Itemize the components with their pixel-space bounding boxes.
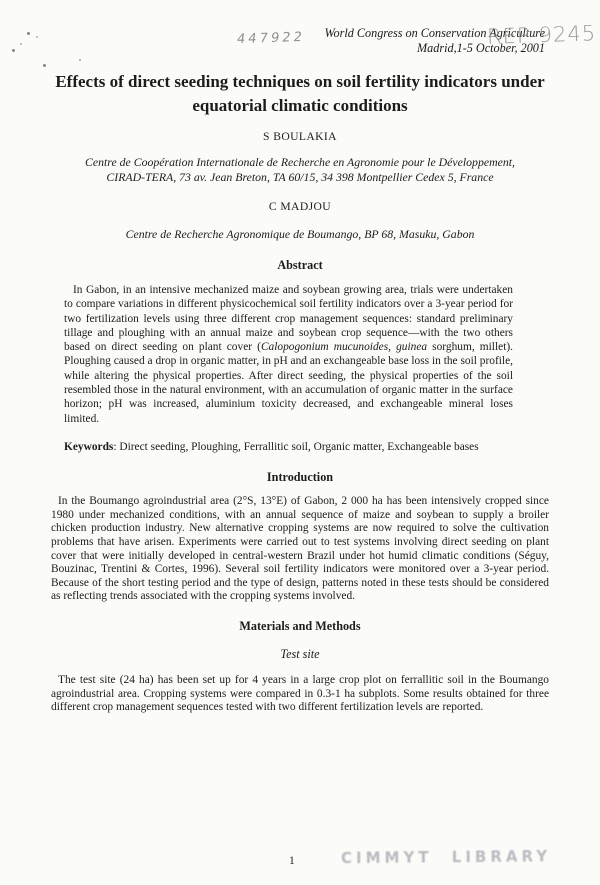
scan-speck — [12, 49, 15, 52]
scan-speck — [43, 64, 46, 67]
handwritten-report-code: REP-9245 — [486, 21, 597, 49]
keywords-text: : Direct seeding, Ploughing, Ferrallitic soil, Organic matter, Exchangeable bases — [113, 440, 479, 453]
library-stamp: CIMMYT LIBRARY — [340, 846, 552, 868]
abstract-paragraph: In Gabon, in an intensive mechanized maize and soybean growing area, trials were undertaken to compare variations in different physicochemical soil fertility indicators over a 3-year period for two fertilization levels using three different crop management sequences: standard preliminary tillage and ploughing with an annual maize and soybean crop sequence—with the two others based on direct seeding on plant cover (Calopogonium mucunoides, guinea sorghum, millet). Ploughing caused a drop in organic matter, in pH and an exchangeable base loss in the soil profile, while altering the physical properties. After direct seeding, the physical properties of the soil resembled those in the natural environment, with an accumulation of organic matter in the surface horizon; pH was increased, aluminium toxicity decreased, and exchangeable mineral loses limited. — [64, 284, 513, 425]
conference-location-date: Madrid,1-5 October, 2001 — [417, 40, 545, 55]
paper-title: Effects of direct seeding techniques on soil fertility indicators under equatorial climatic conditions — [55, 72, 545, 115]
keywords-line — [64, 440, 513, 454]
page-number: 1 — [289, 855, 295, 867]
scan-speck — [36, 36, 38, 38]
author-affiliation-2 — [0, 227, 600, 242]
author-name-2: C MADJOU — [268, 200, 332, 213]
introduction-body — [51, 495, 549, 604]
scan-speck — [20, 43, 22, 45]
introduction-paragraph: In the Boumango agroindustrial area (2°S, 13°E) of Gabon, 2 000 ha has been intensively cropped since 1980 under mechanized conditions, with an annual sequence of maize and soybean to supply a broiler chicken production industry. New alternative cropping systems are now required to solve the cultivation problems that have arisen. Experiments were carried out to test systems involving direct seeding on plant cover that were initially developed in central-western Brazil under hot humid climatic conditions (Séguy, Bouzinac, Trentini & Cortes, 1996). Several soil fertility indicators were monitored over a 3-year period. Because of the short testing period and the type of design, patterns noted in these tests should be considered as reflecting trends associated with the cropping systems involved. — [51, 495, 549, 603]
test-site-body — [51, 674, 549, 715]
scan-speck — [79, 59, 81, 61]
test-site-paragraph: The test site (24 ha) has been set up for 4 years in a large crop plot on ferrallitic soil in the Boumango agroindustrial area. Cropping systems were compared in 0.3-1 ha subplots. Some results obtained for three different crop management sequences tested with two different fertilization levels are reported. — [51, 674, 549, 714]
keywords-label: Keywords — [64, 440, 114, 453]
affiliation-line: Centre de Recherche Agronomique de Boumango, BP 68, Masuku, Gabon — [125, 227, 475, 241]
author-affiliation-1 — [0, 155, 600, 185]
scan-speck — [27, 32, 30, 35]
abstract-body — [64, 283, 513, 426]
scanned-paper-page — [0, 21, 600, 885]
conference-name: World Congress on Conservation Agriculture — [324, 26, 545, 40]
introduction-heading: Introduction — [266, 470, 334, 485]
affiliation-line: Centre de Coopération Internationale de Recherche en Agronomie pour le Développement, — [85, 155, 515, 169]
materials-methods-heading: Materials and Methods — [239, 619, 361, 634]
test-site-subheading: Test site — [280, 647, 320, 662]
handwritten-accession-number: 447922 — [235, 29, 306, 48]
author-name-1: S BOULAKIA — [263, 130, 337, 143]
abstract-heading: Abstract — [277, 258, 323, 272]
affiliation-line: CIRAD-TERA, 73 av. Jean Breton, TA 60/15, 34 398 Montpellier Cedex 5, France — [106, 170, 494, 184]
